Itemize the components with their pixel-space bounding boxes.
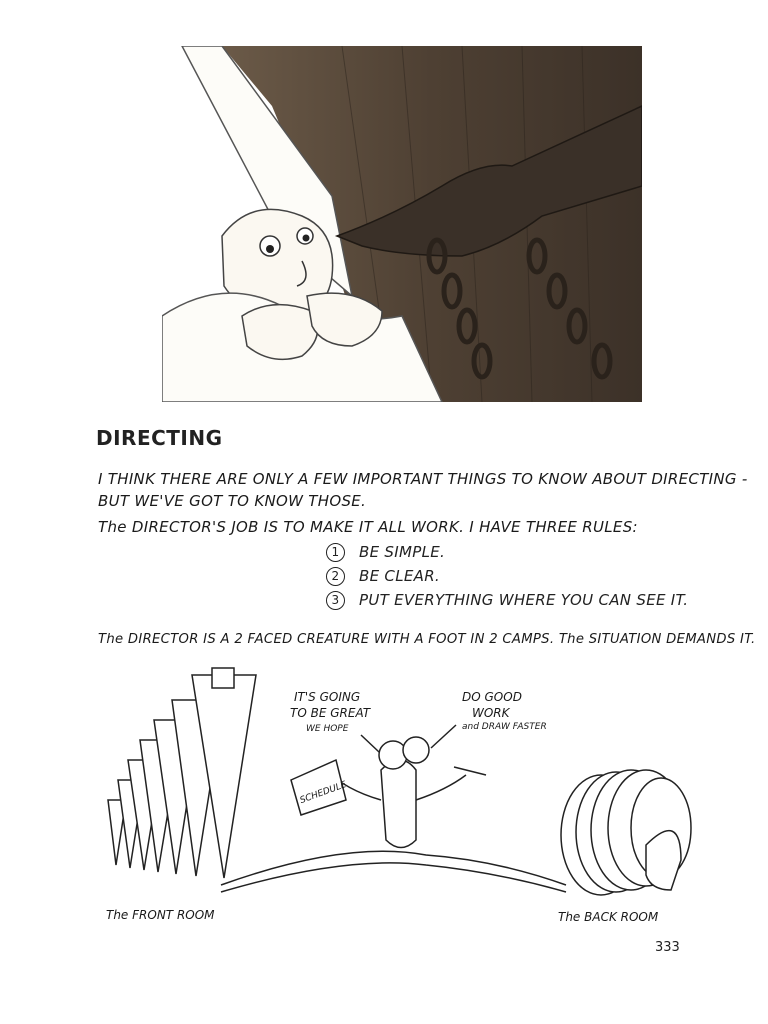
- paragraph-line-1: I THINK THERE ARE ONLY A FEW IMPORTANT THINGS TO KNOW ABOUT DIRECTING -: [98, 470, 748, 488]
- front-room-label: The FRONT ROOM: [106, 908, 215, 922]
- two-faced-director-drawing: [96, 660, 706, 930]
- top-illustration: [162, 46, 642, 402]
- rule-text: PUT EVERYTHING WHERE YOU CAN SEE IT.: [359, 591, 689, 609]
- gnome-and-hand-drawing: [162, 46, 642, 402]
- paragraph-line-3: The DIRECTOR'S JOB IS TO MAKE IT ALL WORK. I HAVE THREE RULES:: [98, 518, 638, 536]
- rule-item: [326, 591, 688, 610]
- rule-text: BE SIMPLE.: [359, 543, 446, 561]
- rule-item: [326, 567, 440, 586]
- back-room-label: The BACK ROOM: [558, 910, 659, 924]
- speech-right-line-2: WORK: [472, 706, 510, 720]
- closing-line: The DIRECTOR IS A 2 FACED CREATURE WITH A FOOT IN 2 CAMPS. The SITUATION DEMANDS IT.: [98, 632, 756, 647]
- page-number: 333: [655, 940, 680, 955]
- speech-right-small: and DRAW FASTER: [462, 722, 547, 732]
- paragraph-line-2: BUT WE'VE GOT TO KNOW THOSE.: [98, 492, 367, 510]
- rule-text: BE CLEAR.: [359, 567, 440, 585]
- page-title: DIRECTING: [96, 426, 223, 450]
- speech-left-line-1: IT'S GOING: [294, 690, 361, 704]
- bottom-illustration: [96, 660, 706, 930]
- rule-number: 2: [326, 567, 345, 586]
- rule-item: [326, 543, 445, 562]
- speech-right-line-1: DO GOOD: [462, 690, 522, 704]
- rule-number: 3: [326, 591, 345, 610]
- rule-number: 1: [326, 543, 345, 562]
- schedule-label: SCHEDULE: [298, 779, 348, 807]
- speech-left-small: WE HOPE: [306, 724, 349, 734]
- speech-left-line-2: TO BE GREAT: [290, 706, 371, 720]
